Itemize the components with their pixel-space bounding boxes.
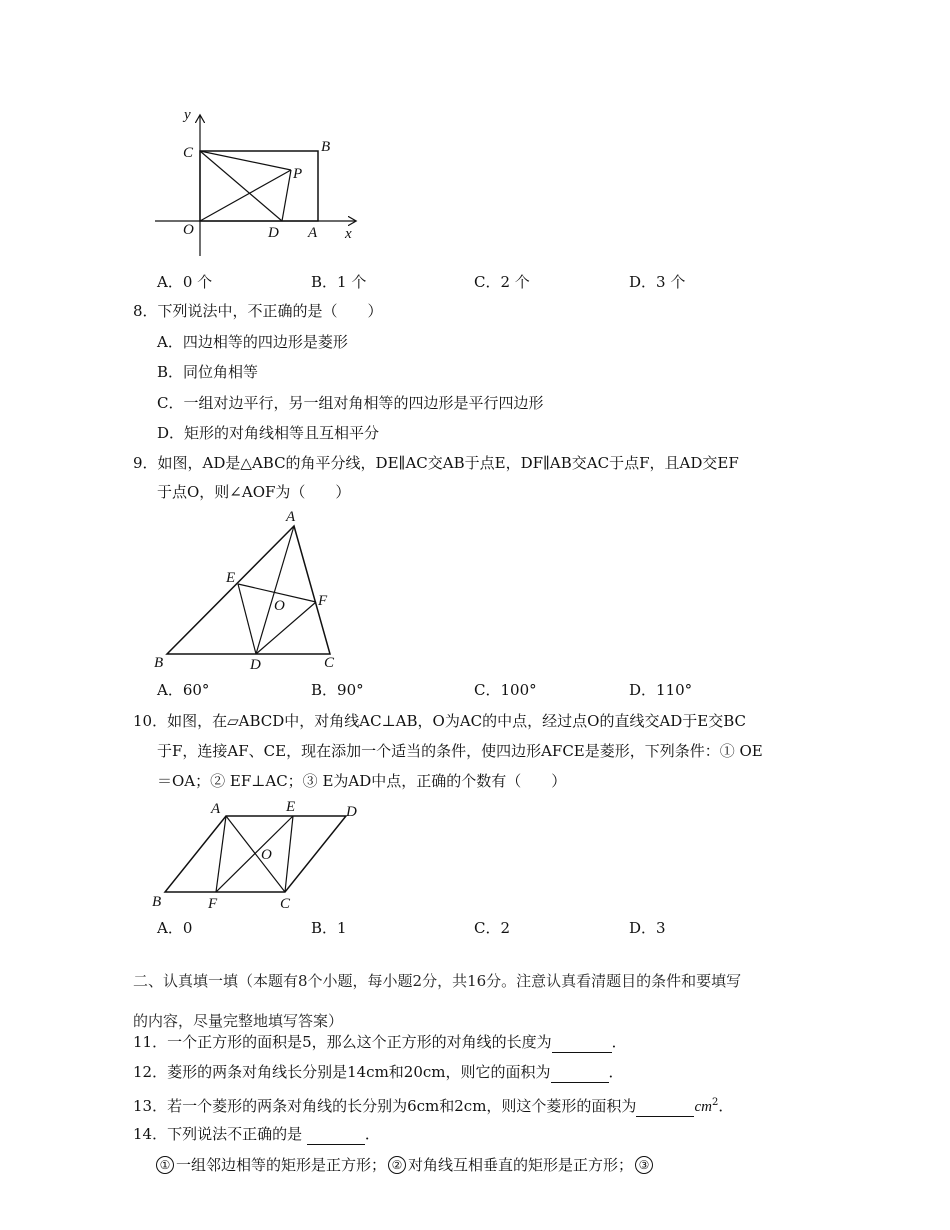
label-b: B xyxy=(154,655,164,671)
q14-text: 14．下列说法不正确的是 xyxy=(133,1125,307,1143)
label-e: E xyxy=(226,570,236,586)
q8-option-b[interactable]: B．同位角相等 xyxy=(157,363,259,381)
q14-statements xyxy=(154,1155,655,1175)
label-a: A xyxy=(286,509,296,525)
label-o: O xyxy=(183,222,194,238)
label-a: A xyxy=(308,225,318,241)
q7-option-b[interactable]: B．1 个 xyxy=(311,273,367,291)
q14-statement-1: 一组邻边相等的矩形是正方形； xyxy=(176,1156,387,1174)
q10-option-a[interactable]: A．0 xyxy=(157,919,193,937)
q14-end: ． xyxy=(364,1125,380,1143)
q10-option-b[interactable]: B．1 xyxy=(311,919,347,937)
label-b: B xyxy=(152,894,162,910)
label-y: y xyxy=(184,107,191,123)
q7-figure xyxy=(150,100,370,260)
label-o: O xyxy=(261,847,272,863)
q13-end: ． xyxy=(718,1097,734,1115)
section2-heading-line2: 的内容，尽量完整地填写答案） xyxy=(133,1012,344,1030)
q9-option-d[interactable]: D．110° xyxy=(629,681,693,699)
label-a: A xyxy=(211,801,221,817)
q12-end: ． xyxy=(608,1063,624,1081)
q8-option-a[interactable]: A．四边相等的四边形是菱形 xyxy=(157,333,348,351)
q14-circle-1: ① xyxy=(156,1156,174,1174)
label-x: x xyxy=(345,226,352,242)
q10-stem-line1: 10．如图，在▱ABCD中，对角线AC⊥AB，O为AC的中点，经过点O的直线交AD于E交BC xyxy=(133,712,747,730)
q13-answer-blank[interactable] xyxy=(636,1096,694,1117)
q14 xyxy=(133,1124,380,1145)
q13-unit: cm xyxy=(694,1099,712,1115)
q13 xyxy=(133,1093,733,1117)
label-p: P xyxy=(293,166,303,182)
label-f: F xyxy=(318,593,328,609)
label-d: D xyxy=(346,804,357,820)
q8-option-c[interactable]: C．一组对边平行，另一组对角相等的四边形是平行四边形 xyxy=(157,394,544,412)
label-b: B xyxy=(321,139,331,155)
label-d: D xyxy=(268,225,279,241)
q10-option-c[interactable]: C．2 xyxy=(474,919,511,937)
q10-stem-line2: 于F，连接AF、CE，现在添加一个适当的条件，使四边形AFCE是菱形，下列条件：① OE xyxy=(157,742,763,760)
label-d: D xyxy=(250,657,261,673)
q11-text: 11．一个正方形的面积是5，那么这个正方形的对角线的长度为 xyxy=(133,1033,552,1051)
q11 xyxy=(133,1032,627,1053)
q8-option-d[interactable]: D．矩形的对角线相等且互相平分 xyxy=(157,424,380,442)
q14-circle-3: ③ xyxy=(635,1156,653,1174)
q9-option-c[interactable]: C．100° xyxy=(474,681,537,699)
q7-option-a[interactable]: A．0 个 xyxy=(157,273,213,291)
q10-figure xyxy=(150,796,380,914)
q11-answer-blank[interactable] xyxy=(552,1032,612,1053)
label-c: C xyxy=(324,655,335,671)
q12 xyxy=(133,1062,624,1083)
q12-text: 12．菱形的两条对角线长分别是14cm和20cm，则它的面积为 xyxy=(133,1063,551,1081)
triangle-abc xyxy=(167,526,330,654)
q8-stem: 8．下列说法中，不正确的是（ ） xyxy=(133,302,383,320)
q9-option-b[interactable]: B．90° xyxy=(311,681,364,699)
label-e: E xyxy=(286,799,296,815)
q9-option-a[interactable]: A．60° xyxy=(157,681,210,699)
label-c: C xyxy=(280,896,291,912)
q10-option-d[interactable]: D．3 xyxy=(629,919,666,937)
q10-stem-line3: ＝OA；② EF⊥AC；③ E为AD中点，正确的个数有（ ） xyxy=(157,772,567,790)
q14-answer-blank[interactable] xyxy=(307,1124,365,1145)
q9-stem-line2: 于点O，则∠AOF为（ ） xyxy=(157,483,351,501)
q13-unit-sup: 2 xyxy=(711,1097,719,1108)
q14-statement-2: 对角线互相垂直的矩形是正方形； xyxy=(408,1156,634,1174)
label-c: C xyxy=(183,145,194,161)
q12-answer-blank[interactable] xyxy=(551,1062,609,1083)
label-f: F xyxy=(208,896,218,912)
q13-text: 13．若一个菱形的两条对角线的长分别为6cm和2cm，则这个菱形的面积为 xyxy=(133,1097,637,1115)
q14-circle-2: ② xyxy=(388,1156,406,1174)
q7-option-c[interactable]: C．2 个 xyxy=(474,273,530,291)
q11-end: ． xyxy=(611,1033,627,1051)
section2-heading-line1: 二、认真填一填（本题有8个小题，每小题2分，共16分。注意认真看清题目的条件和要填写 xyxy=(133,972,742,990)
q7-option-d[interactable]: D．3 个 xyxy=(629,273,686,291)
q9-stem-line1: 9．如图，AD是△ABC的角平分线，DE∥AC交AB于点E，DF∥AB交AC于点F，且AD交EF xyxy=(133,454,739,472)
q9-figure xyxy=(150,505,360,680)
label-o: O xyxy=(274,598,285,614)
